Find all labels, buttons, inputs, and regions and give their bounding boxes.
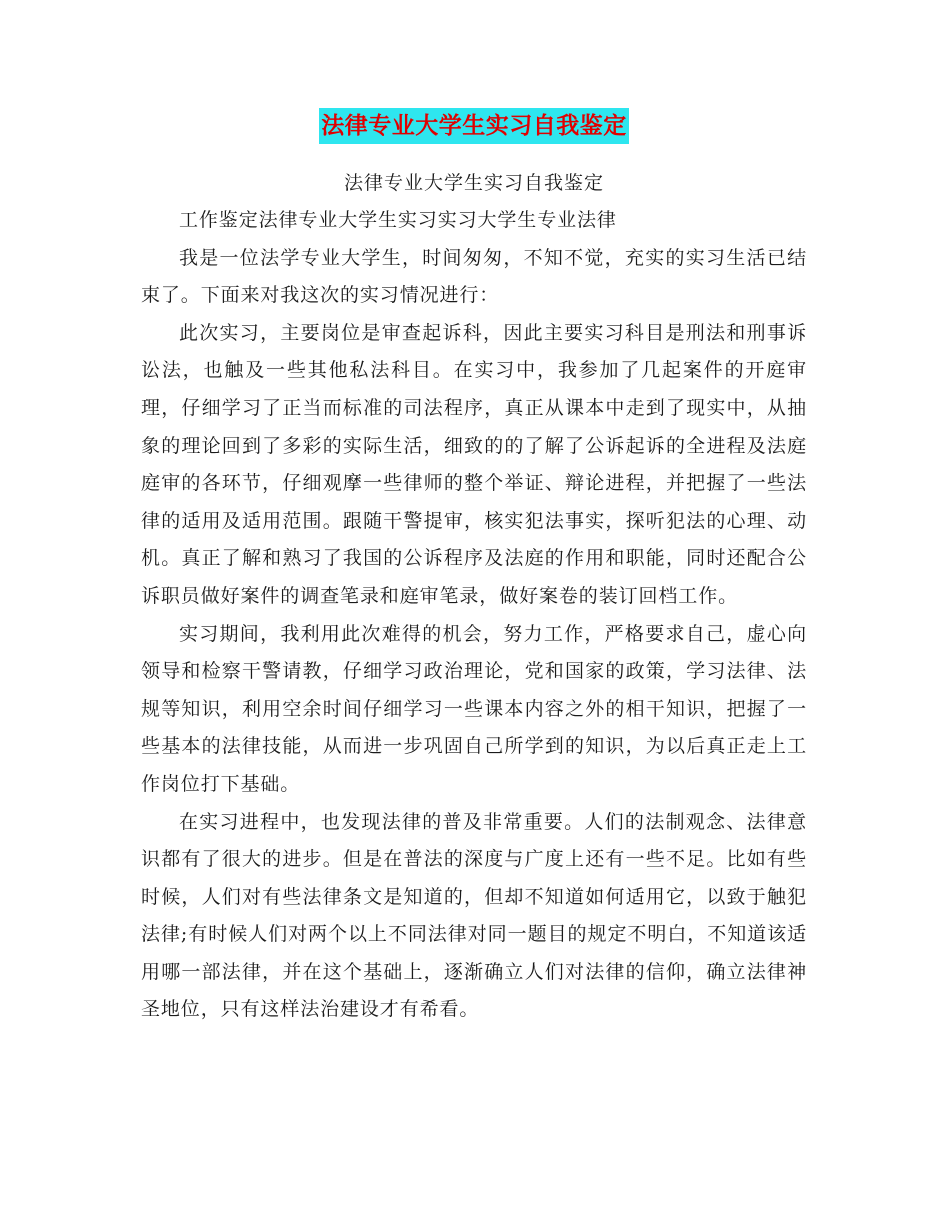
document-subtitle: 法律专业大学生实习自我鉴定 [343, 172, 604, 194]
paragraph-law-popularization: 在实习进程中，也发现法律的普及非常重要。人们的法制观念、法律意识都有了很大的进步。但是在普法的深度与广度上还有一些不足。比如有些时候，人们对有些法律条文是知道的，但却不知道如何适用它，以致于触犯法律;有时候人们对两个以上不同法律对同一题目的规定不明白，不知道该适用哪一部法律，并在这个基础上，逐渐确立人们对法律的信仰，确立法律神圣地位，只有这样法治建设才有希看。 [141, 810, 807, 1021]
paragraph-learning: 实习期间，我利用此次难得的机会，努力工作，严格要求自己，虚心向领导和检察干警请教，仔细学习政治理论，党和国家的政策，学习法律、法规等知识，利用空余时间仔细学习一些课本内容之外的相干知识，把握了一些基本的法律技能，从而进一步巩固自己所学到的知识，为以后真正走上工作岗位打下基础。 [141, 622, 807, 795]
document-page [141, 108, 807, 1029]
title-wrapper [141, 108, 807, 148]
document-title: 法律专业大学生实习自我鉴定 [319, 108, 629, 144]
keywords-line: 工作鉴定法律专业大学生实习实习大学生专业法律 [179, 209, 617, 231]
paragraph-internship-details: 此次实习，主要岗位是审查起诉科，因此主要实习科目是刑法和刑事诉讼法，也触及一些其他私法科目。在实习中，我参加了几起案件的开庭审理，仔细学习了正当而标准的司法程序，真正从课本中走到了现实中，从抽象的理论回到了多彩的实际生活，细致的的了解了公诉起诉的全进程及法庭庭审的各环节，仔细观摩一些律师的整个举证、辩论进程，并把握了一些法律的适用及适用范围。跟随干警提审，核实犯法事实，探听犯法的心理、动机。真正了解和熟习了我国的公诉程序及法庭的作用和职能，同时还配合公诉职员做好案件的调查笔录和庭审笔录，做好案卷的装订回档工作。 [141, 321, 807, 607]
paragraph-intro: 我是一位法学专业大学生，时间匆匆，不知不觉，充实的实习生活已结束了。下面来对我这次的实习情况进行： [141, 246, 807, 307]
